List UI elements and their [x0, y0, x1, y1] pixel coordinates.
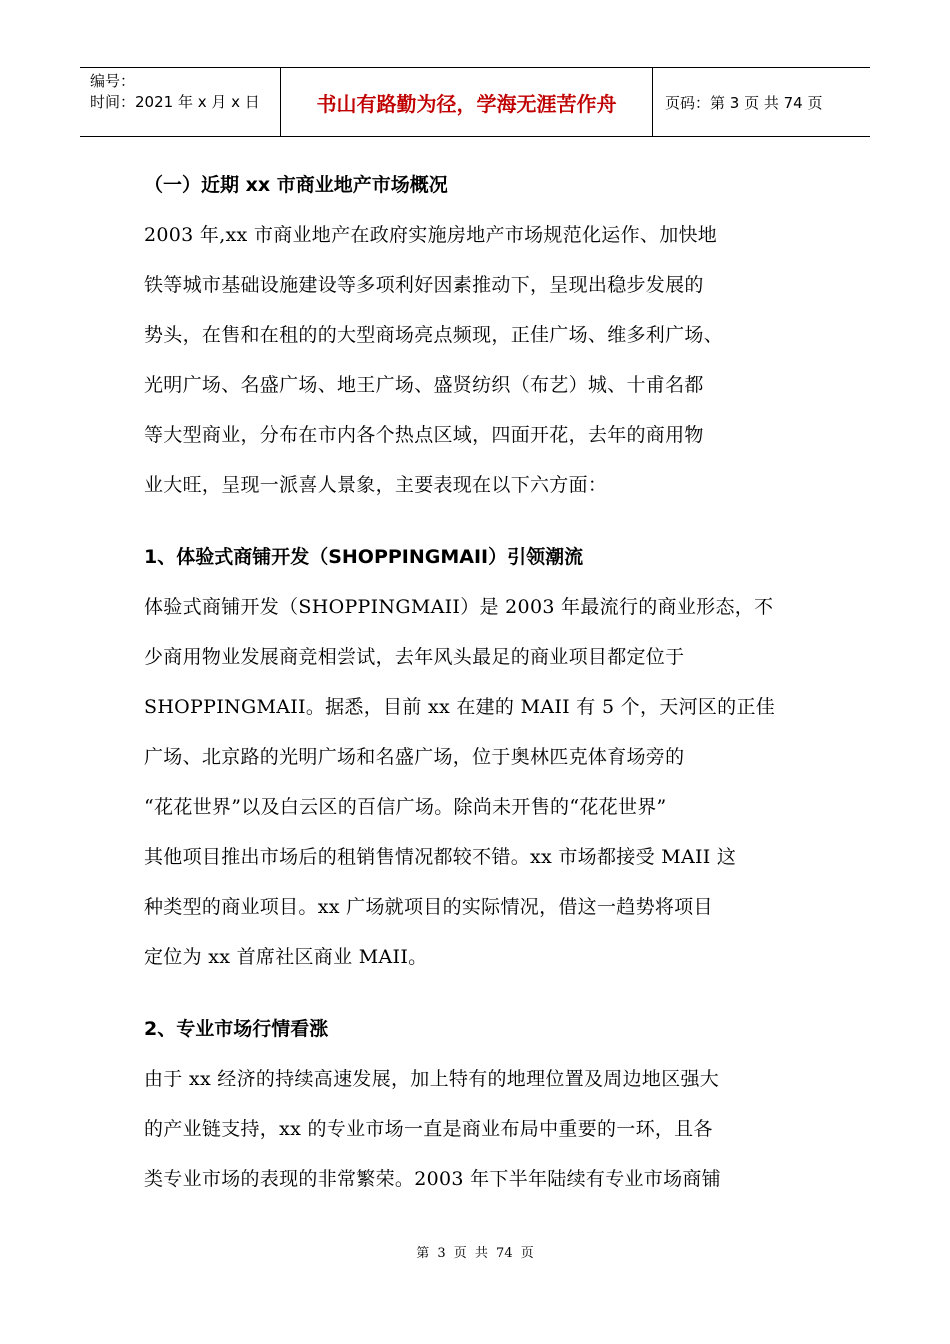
header-motto: 书山有路勤为径，学海无涯苦作舟	[280, 68, 653, 136]
text-line: 广场、北京路的光明广场和名盛广场，位于奥林匹克体育场旁的	[144, 746, 685, 768]
text-line: 由于 xx 经济的持续高速发展，加上特有的地理位置及周边地区强大	[144, 1068, 720, 1090]
item1-heading: 1、体验式商铺开发（SHOPPINGMAII）引领潮流	[144, 546, 584, 568]
intro-paragraph	[144, 210, 814, 510]
text-line: 2003 年,xx 市商业地产在政府实施房地产市场规范化运作、加快地	[144, 224, 718, 246]
document-body	[144, 160, 814, 1204]
text-line: 少商用物业发展商竞相尝试，去年风头最足的商业项目都定位于	[144, 646, 685, 668]
item1-paragraph	[144, 582, 814, 982]
text-line: 定位为 xx 首席社区商业 MAII。	[144, 946, 428, 968]
header-page-info: 页码：第 3 页 共 74 页	[665, 93, 823, 112]
text-line: 的产业链支持，xx 的专业市场一直是商业布局中重要的一环，且各	[144, 1118, 713, 1140]
header-meta	[80, 68, 280, 136]
text-line: 等大型商业，分布在市内各个热点区域，四面开花，去年的商用物	[144, 424, 704, 446]
text-line: 体验式商铺开发（SHOPPINGMAII）是 2003 年最流行的商业形态，不	[144, 596, 774, 618]
text-line: 光明广场、名盛广场、地王广场、盛贤纺织（布艺）城、十甫名都	[144, 374, 704, 396]
text-line: “花花世界”以及白云区的百信广场。除尚未开售的“花花世界”	[144, 796, 667, 818]
page-header	[80, 67, 870, 137]
page-footer: 第 3 页 共 74 页	[416, 1246, 534, 1261]
item2-paragraph	[144, 1054, 814, 1204]
time-label: 时间：2021 年 x 月 x 日	[90, 93, 260, 111]
serial-label: 编号：	[90, 72, 136, 90]
text-line: 类专业市场的表现的非常繁荣。2003 年下半年陆续有专业市场商铺	[144, 1168, 721, 1190]
text-line: SHOPPINGMAII。据悉，目前 xx 在建的 MAII 有 5 个，天河区的正佳	[144, 696, 776, 718]
text-line: 业大旺，呈现一派喜人景象，主要表现在以下六方面：	[144, 474, 608, 496]
item2-heading: 2、专业市场行情看涨	[144, 1018, 329, 1040]
text-line: 铁等城市基础设施建设等多项利好因素推动下，呈现出稳步发展的	[144, 274, 704, 296]
text-line: 其他项目推出市场后的租销售情况都较不错。xx 市场都接受 MAII 这	[144, 846, 737, 868]
text-line: 势头，在售和在租的的大型商场亮点频现，正佳广场、维多利广场、	[144, 324, 724, 346]
text-line: 种类型的商业项目。xx 广场就项目的实际情况，借这一趋势将项目	[144, 896, 713, 918]
section-title: （一）近期 xx 市商业地产市场概况	[144, 174, 448, 196]
